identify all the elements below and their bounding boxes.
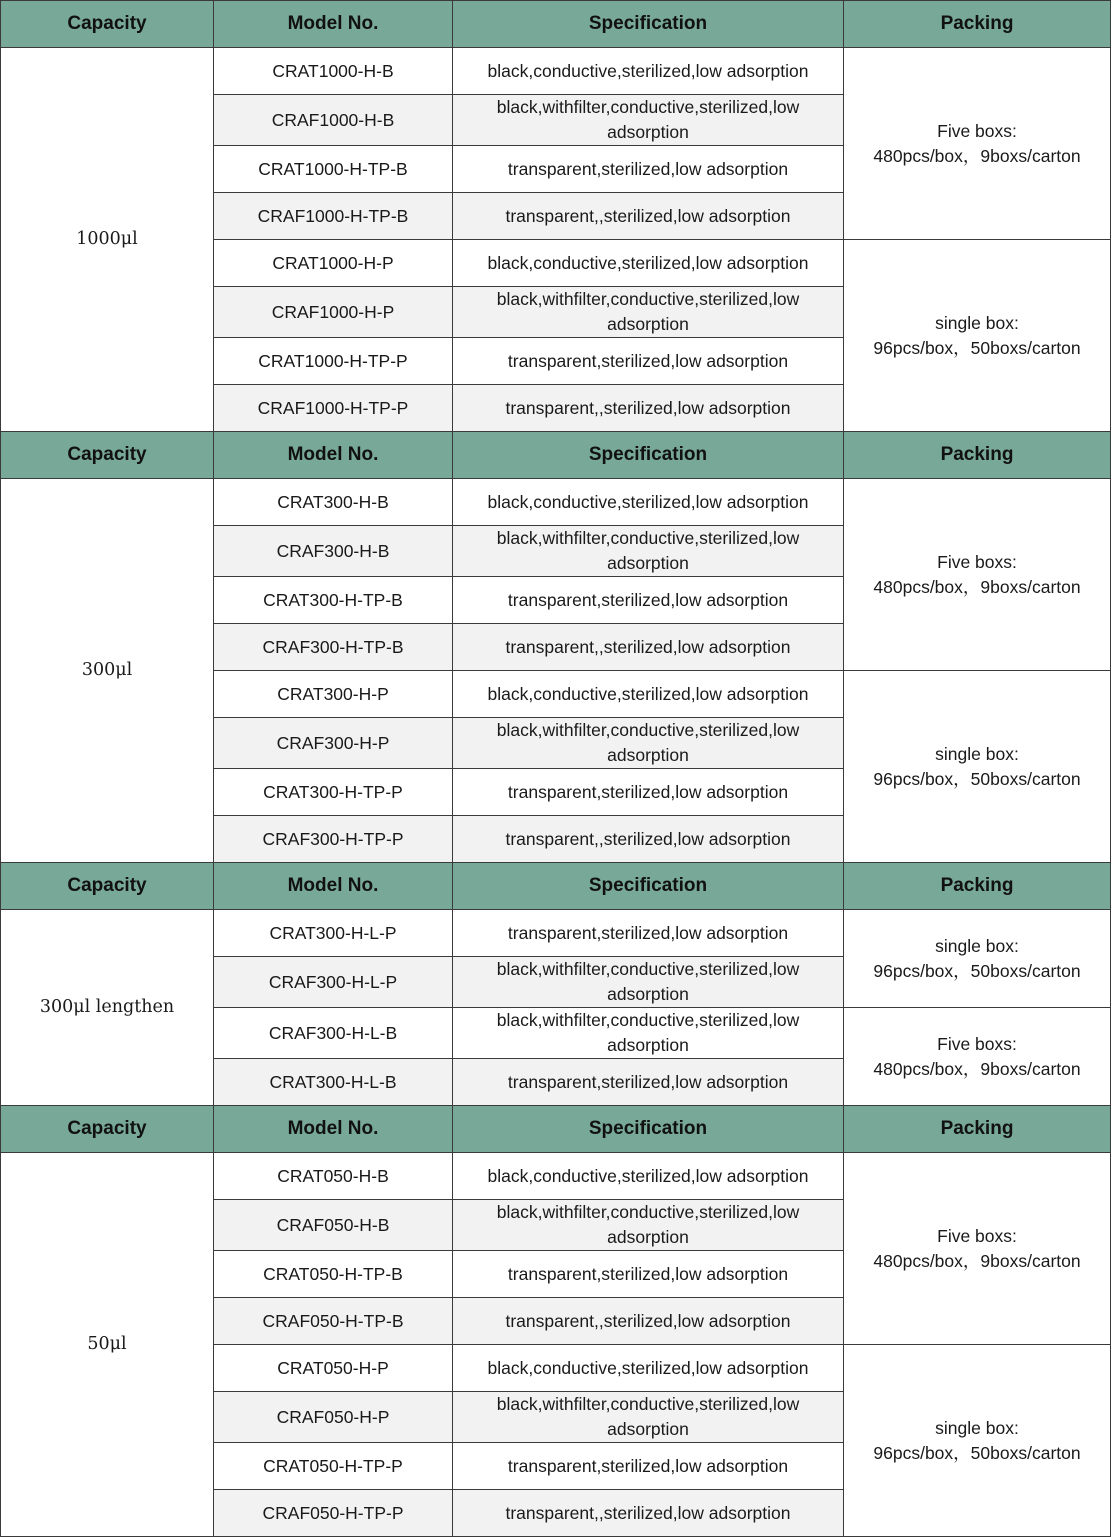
- packing-type: single box:: [935, 1417, 1019, 1438]
- specification-cell: black,conductive,sterilized,low adsorption: [453, 671, 844, 718]
- packing-type: single box:: [935, 743, 1019, 764]
- packing-cell: [844, 671, 1111, 863]
- specification-cell: transparent,sterilized,low adsorption: [453, 1443, 844, 1490]
- model-number-cell: CRAT050-H-P: [214, 1345, 453, 1392]
- model-number-cell: CRAF050-H-TP-B: [214, 1298, 453, 1345]
- packing-type: single box:: [935, 935, 1019, 956]
- packing-cell: [844, 479, 1111, 671]
- capacity-cell: 300μl: [1, 479, 214, 863]
- model-number-cell: CRAF050-H-P: [214, 1392, 453, 1443]
- model-number-cell: CRAT050-H-TP-B: [214, 1251, 453, 1298]
- model-number-cell: CRAT1000-H-TP-P: [214, 338, 453, 385]
- specification-cell: transparent,sterilized,low adsorption: [453, 769, 844, 816]
- specification-cell: transparent,,sterilized,low adsorption: [453, 1298, 844, 1345]
- specification-cell: black,withfilter,conductive,sterilized,low adsorption: [453, 957, 844, 1008]
- model-number-cell: CRAT300-H-B: [214, 479, 453, 526]
- model-header: Model No.: [214, 1, 453, 48]
- table-header-row: [1, 432, 1111, 479]
- table-header-row: [1, 1106, 1111, 1153]
- table-header-row: [1, 863, 1111, 910]
- model-number-cell: CRAF300-H-P: [214, 718, 453, 769]
- packing-header: Packing: [844, 432, 1111, 479]
- specification-cell: black,conductive,sterilized,low adsorption: [453, 1345, 844, 1392]
- model-number-cell: CRAT300-H-TP-B: [214, 577, 453, 624]
- packing-quantity: 480pcs/box，9boxs/carton: [873, 1250, 1081, 1271]
- packing-type: Five boxs:: [937, 120, 1017, 141]
- packing-type: Five boxs:: [937, 1225, 1017, 1246]
- table-row: [1, 479, 1111, 526]
- packing-quantity: 96pcs/box，50boxs/carton: [873, 768, 1081, 789]
- packing-quantity: 96pcs/box，50boxs/carton: [873, 1442, 1081, 1463]
- model-number-cell: CRAF1000-H-TP-B: [214, 193, 453, 240]
- model-number-cell: CRAF300-H-B: [214, 526, 453, 577]
- capacity-header: Capacity: [1, 1, 214, 48]
- specification-cell: transparent,,sterilized,low adsorption: [453, 193, 844, 240]
- packing-quantity: 480pcs/box，9boxs/carton: [873, 1058, 1081, 1079]
- specification-cell: black,withfilter,conductive,sterilized,low adsorption: [453, 1008, 844, 1059]
- specification-cell: transparent,,sterilized,low adsorption: [453, 816, 844, 863]
- model-number-cell: CRAT1000-H-TP-B: [214, 146, 453, 193]
- specification-cell: transparent,sterilized,low adsorption: [453, 910, 844, 957]
- model-number-cell: CRAT050-H-B: [214, 1153, 453, 1200]
- packing-type: Five boxs:: [937, 551, 1017, 572]
- specification-cell: black,withfilter,conductive,sterilized,low adsorption: [453, 718, 844, 769]
- packing-type: single box:: [935, 312, 1019, 333]
- specification-cell: transparent,sterilized,low adsorption: [453, 1251, 844, 1298]
- specification-cell: transparent,sterilized,low adsorption: [453, 577, 844, 624]
- packing-quantity: 96pcs/box，50boxs/carton: [873, 960, 1081, 981]
- model-header: Model No.: [214, 432, 453, 479]
- model-number-cell: CRAF050-H-TP-P: [214, 1490, 453, 1537]
- specification-header: Specification: [453, 432, 844, 479]
- capacity-cell: 50μl: [1, 1153, 214, 1537]
- specification-cell: transparent,,sterilized,low adsorption: [453, 385, 844, 432]
- packing-quantity: 480pcs/box，9boxs/carton: [873, 145, 1081, 166]
- specification-cell: black,withfilter,conductive,sterilized,low adsorption: [453, 287, 844, 338]
- capacity-header: Capacity: [1, 432, 214, 479]
- capacity-cell: 1000μl: [1, 48, 214, 432]
- packing-quantity: 480pcs/box，9boxs/carton: [873, 576, 1081, 597]
- packing-cell: [844, 48, 1111, 240]
- packing-header: Packing: [844, 1106, 1111, 1153]
- model-header: Model No.: [214, 863, 453, 910]
- specification-cell: black,conductive,sterilized,low adsorption: [453, 48, 844, 95]
- specification-cell: transparent,sterilized,low adsorption: [453, 146, 844, 193]
- model-number-cell: CRAT1000-H-B: [214, 48, 453, 95]
- specification-cell: transparent,,sterilized,low adsorption: [453, 1490, 844, 1537]
- model-number-cell: CRAT1000-H-P: [214, 240, 453, 287]
- model-number-cell: CRAF300-H-TP-B: [214, 624, 453, 671]
- specification-cell: transparent,sterilized,low adsorption: [453, 1059, 844, 1106]
- specification-cell: transparent,,sterilized,low adsorption: [453, 624, 844, 671]
- model-number-cell: CRAF1000-H-B: [214, 95, 453, 146]
- capacity-header: Capacity: [1, 1106, 214, 1153]
- specification-cell: black,withfilter,conductive,sterilized,low adsorption: [453, 1200, 844, 1251]
- table-row: [1, 1153, 1111, 1200]
- specification-header: Specification: [453, 1, 844, 48]
- specification-cell: black,conductive,sterilized,low adsorption: [453, 1153, 844, 1200]
- specification-cell: transparent,sterilized,low adsorption: [453, 338, 844, 385]
- specification-cell: black,withfilter,conductive,sterilized,low adsorption: [453, 1392, 844, 1443]
- model-number-cell: CRAF300-H-TP-P: [214, 816, 453, 863]
- table-row: [1, 910, 1111, 957]
- model-number-cell: CRAF300-H-L-P: [214, 957, 453, 1008]
- packing-header: Packing: [844, 1, 1111, 48]
- model-number-cell: CRAT300-H-P: [214, 671, 453, 718]
- table-row: [1, 48, 1111, 95]
- packing-quantity: 96pcs/box，50boxs/carton: [873, 337, 1081, 358]
- model-number-cell: CRAF050-H-B: [214, 1200, 453, 1251]
- packing-cell: [844, 240, 1111, 432]
- capacity-cell: 300μl lengthen: [1, 910, 214, 1106]
- model-number-cell: CRAT300-H-L-B: [214, 1059, 453, 1106]
- model-number-cell: CRAF300-H-L-B: [214, 1008, 453, 1059]
- model-number-cell: CRAT050-H-TP-P: [214, 1443, 453, 1490]
- packing-cell: [844, 1345, 1111, 1537]
- specification-header: Specification: [453, 863, 844, 910]
- specification-header: Specification: [453, 1106, 844, 1153]
- model-number-cell: CRAF1000-H-P: [214, 287, 453, 338]
- model-number-cell: CRAF1000-H-TP-P: [214, 385, 453, 432]
- specification-cell: black,withfilter,conductive,sterilized,low adsorption: [453, 95, 844, 146]
- packing-cell: [844, 910, 1111, 1008]
- packing-type: Five boxs:: [937, 1033, 1017, 1054]
- specification-cell: black,conductive,sterilized,low adsorption: [453, 479, 844, 526]
- capacity-header: Capacity: [1, 863, 214, 910]
- packing-cell: [844, 1153, 1111, 1345]
- packing-cell: [844, 1008, 1111, 1106]
- specification-cell: black,conductive,sterilized,low adsorption: [453, 240, 844, 287]
- model-header: Model No.: [214, 1106, 453, 1153]
- packing-header: Packing: [844, 863, 1111, 910]
- model-number-cell: CRAT300-H-L-P: [214, 910, 453, 957]
- specification-cell: black,withfilter,conductive,sterilized,low adsorption: [453, 526, 844, 577]
- table-header-row: [1, 1, 1111, 48]
- model-number-cell: CRAT300-H-TP-P: [214, 769, 453, 816]
